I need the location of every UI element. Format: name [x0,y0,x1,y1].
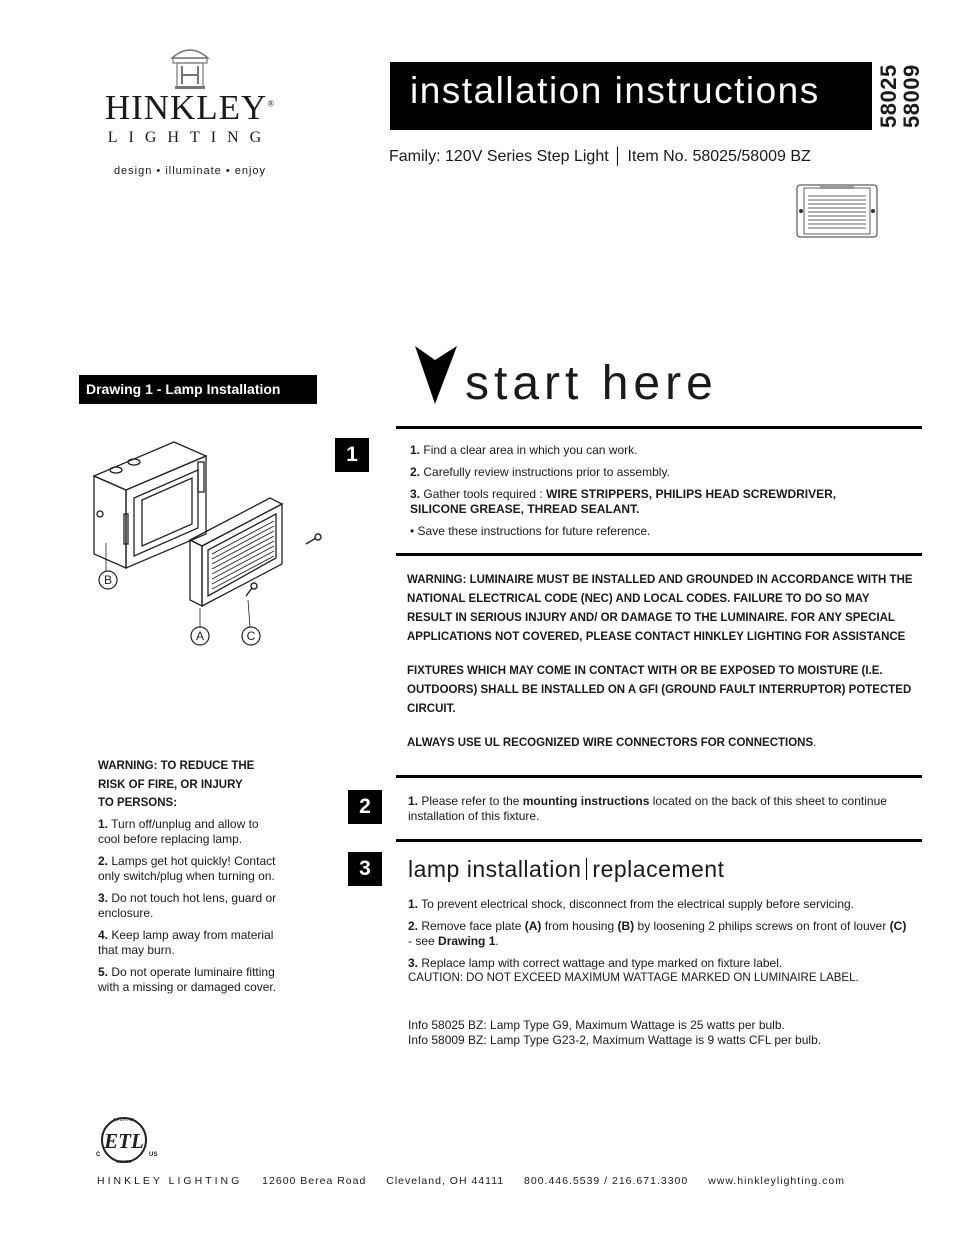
item-numbers [872,62,924,130]
step3-list [408,897,908,993]
left-warning-item: 4. Keep lamp away from material that may burn. [98,927,274,957]
left-warning-item: 3. Do not touch hot lens, guard or enclosure. [98,890,277,920]
warning-moisture: FIXTURES WHICH MAY COME IN CONTACT WITH OR BE EXPOSED TO MOISTURE (I.E. OUTDOORS) SHALL BE INSTALLED ON A GFI (GROUND FAULT INTERRUPTOR) POTECTED CIRCUIT. [407,665,912,715]
step1-item: 3. Gather tools required : WIRE STRIPPERS, PHILIPS HEAD SCREWDRIVER, SILICONE GREASE, THREAD SEALANT. [410,487,837,516]
left-warning-item: 5. Do not operate luminaire fitting with a missing or damaged cover. [98,964,277,994]
lamp-installation-drawing [88,438,338,660]
footer-address: 12600 Berea Road [262,1175,367,1187]
step2-text: 1. Please refer to the mounting instructions located on the back of this sheet to continue installation of this fixture. [408,794,887,823]
lamp-info-58009: Info 58009 BZ: Lamp Type G23-2, Maximum Wattage is 9 watts CFL per bulb. [408,1033,822,1047]
fixture-thumbnail-icon [796,184,878,238]
footer-phone: 800.446.5539 / 216.671.3300 [524,1175,689,1187]
item-number-58009: 58009 [899,64,924,128]
warnings-block [407,571,917,768]
step1-item: 2. Carefully review instructions prior to assembly. [410,465,670,479]
lantern-logo-icon [165,44,215,90]
warning-grounding: WARNING: LUMINAIRE MUST BE INSTALLED AND GROUNDED IN ACCORDANCE WITH THE NATIONAL ELECTRICAL CODE (NEC) AND LOCAL CODES. FAILURE TO DO SO MAY RESULT IN SERIOUS INJURY AND/ OR DAMAGE TO THE LUMINAIRE. FOR ANY SPECIAL APPLICATIONS NOT COVERED, PLEASE CONTACT HINKLEY LIGHTING FOR ASSISTANCE [407,574,913,643]
svg-text:LISTED: LISTED [116,1159,132,1164]
callout-b: B [103,573,113,587]
step1-note: • Save these instructions for future reference. [410,524,651,538]
left-warning-item: 2. Lamps get hot quickly! Contact only switch/plug when turning on. [98,853,276,883]
step3-item: 2. Remove face plate (A) from housing (B) by loosening 2 philips screws on front of louver (C) - see Drawing 1. [408,919,907,948]
step1-item: 1. Find a clear area in which you can work. [410,443,638,457]
step1-list [410,443,890,546]
step2-bottom-rule [396,839,922,842]
left-warning-head: WARNING: TO REDUCE THE RISK OF FIRE, OR INJURY TO PERSONS: [98,760,255,809]
step3-item: 3. Replace lamp with correct wattage and type marked on fixture label. [408,956,783,970]
footer-brand: HINKLEY LIGHTING [97,1175,243,1187]
footer-website[interactable]: www.hinkleylighting.com [708,1175,845,1187]
drawing-label: Drawing 1 - Lamp Installation [79,375,317,404]
svg-text:C: C [96,1152,101,1158]
etl-listed-icon [94,1112,164,1168]
callout-c: C [246,629,256,643]
step1-top-rule [396,426,922,429]
lamp-info-58025: Info 58025 BZ: Lamp Type G9, Maximum Wattage is 25 watts per bulb. [408,1018,785,1032]
start-arrow-icon [413,344,459,406]
family-line: Family: 120V Series Step Light │ Item No. 58025/58009 BZ [389,148,811,165]
step1-badge: 1 [335,438,369,472]
step2-badge: 2 [348,790,382,824]
item-number-58025: 58025 [876,64,901,128]
step3-item: 1. To prevent electrical shock, disconnect from the electrical supply before servicing. [408,897,855,911]
warning-connectors: ALWAYS USE UL RECOGNIZED WIRE CONNECTORS FOR CONNECTIONS. [407,737,817,749]
svg-text:US: US [149,1152,158,1158]
footer-city: Cleveland, OH 44111 [386,1175,505,1187]
step3-badge: 3 [348,852,382,886]
section-heading: lamp installation replacement [408,856,725,882]
left-warning-block [98,757,283,1002]
step1-bottom-rule [396,553,922,556]
brand-tagline: design • illuminate • enjoy [113,165,267,177]
brand-subtitle: LIGHTING [107,129,273,146]
callout-a: A [195,629,205,643]
brand-name: HINKLEY® [104,88,276,127]
lamp-info [408,1018,908,1048]
page-title: installation instructions [410,70,820,111]
svg-text:ETL: ETL [104,1129,144,1153]
step2-top-rule [396,775,922,778]
registered-mark: ® [267,98,276,109]
svg-text:INTERTEK: INTERTEK [112,1117,136,1122]
left-warning-item: 1. Turn off/unplug and allow to cool before replacing lamp. [98,816,259,846]
caution-text: CAUTION: DO NOT EXCEED MAXIMUM WATTAGE MARKED ON LUMINAIRE LABEL. [408,972,859,984]
footer [97,1175,861,1187]
start-here-heading: start here [465,357,718,410]
